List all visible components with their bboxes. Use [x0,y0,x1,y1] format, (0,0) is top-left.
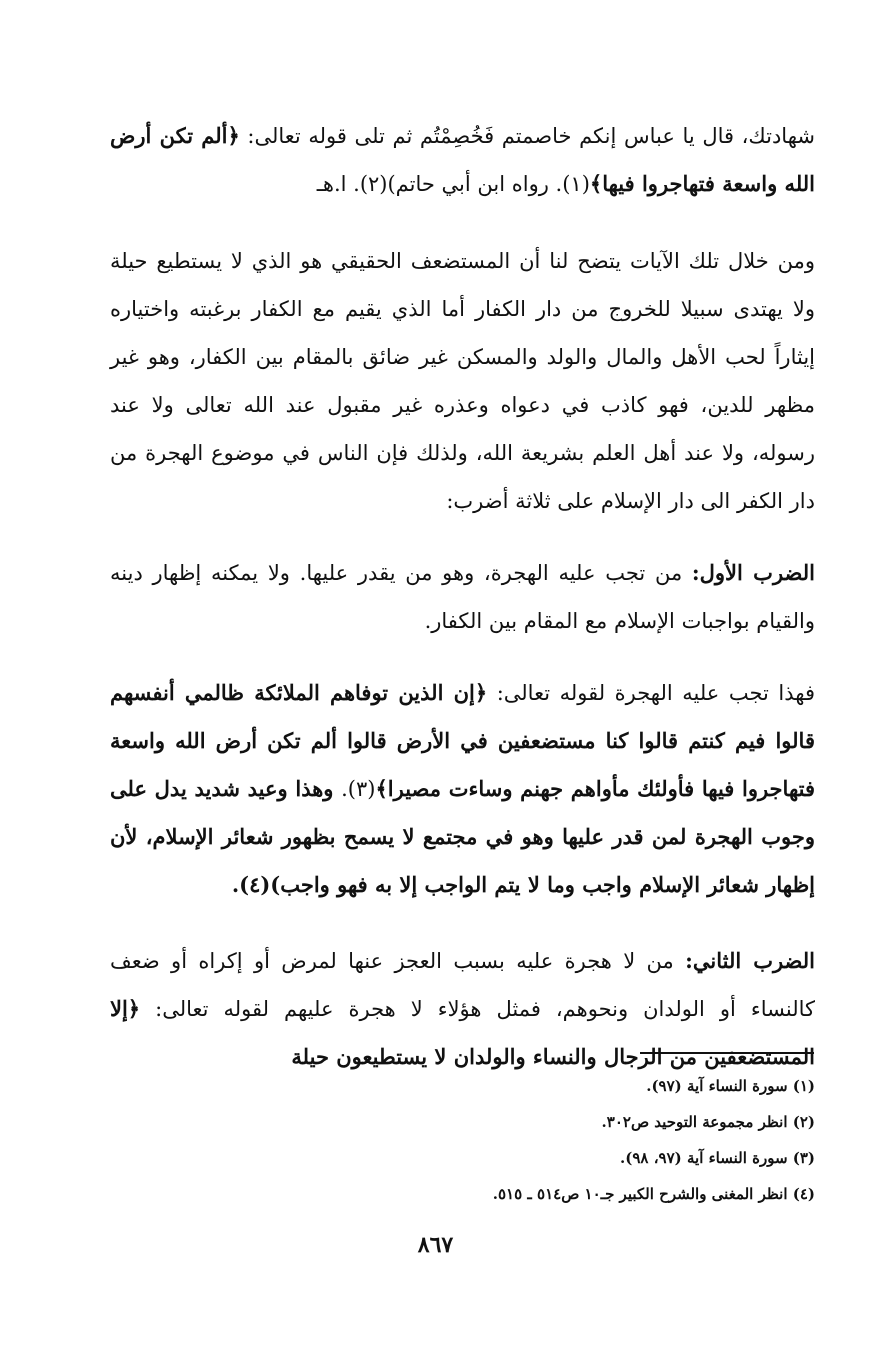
quran-quote: ﴿ألم تكن أرض الله واسعة فتهاجروا فيها﴾ [110,123,815,196]
paragraph-4 [110,669,815,909]
footnote-2: (٢) انظر مجموعة التوحيد ص٣٠٢. [601,1113,815,1131]
quran-quote: ﴿إلا المستضعفين من الرجال والنساء والولدان لا يستطيعون حيلة [110,996,815,1069]
section-heading-first-type: الضرب الأول: [691,560,815,585]
footnote-1: (١) سورة النساء آية (٩٧). [646,1077,815,1095]
section-heading-second-type: الضرب الثاني: [685,948,815,973]
page-number: ٨٦٧ [417,1232,454,1258]
text-run: من لا هجرة عليه بسبب العجز عنها لمرض أو إكراه أو ضعف كالنساء أو الولدان ونحوهم، فمثل هؤلاء لا هجرة عليهم لقوله تعالى: [110,949,815,1021]
text-run: فهذا تجب عليه الهجرة لقوله تعالى: [487,681,815,705]
text-run: ومن خلال تلك الآيات يتضح لنا أن المستضعف الحقيقي هو الذي لا يستطيع حيلة ولا يهتدى سبيلا للخروج من دار الكفار أما الذي يقيم مع الكفار برغبته واختياره إيثاراً لحب الأهل والمال والولد والمسكن غير ضائق بالمقام بين الكفار، وهو غير مظهر للدين، فهو كاذب في دعواه وعذره غير مقبول عند الله تعالى ولا عند رسوله، ولا عند أهل العلم بشريعة الله، ولذلك فإن الناس في موضوع الهجرة من دار الكفر الى دار الإسلام على ثلاثة أضرب: [110,249,815,513]
citation-text: (١). رواه ابن أبي حاتم)(٢). ا.هـ [316,172,590,196]
text-run: شهادتك، قال يا عباس إنكم خاصمتم فَخُصِمْتُم ثم تلى قوله تعالى: [239,124,815,148]
footnote-3: (٣) سورة النساء آية (٩٧، ٩٨). [620,1149,815,1167]
footnote-4: (٤) انظر المغنى والشرح الكبير جـ١٠ ص٥١٤ ـ ٥١٥. [492,1185,815,1203]
footnote-divider [640,1052,814,1054]
paragraph-2 [110,237,815,525]
quran-quote: ﴿إن الذين توفاهم الملائكة ظالمي أنفسهم قالوا فيم كنتم قالوا كنا مستضعفين في الأرض قالوا ألم تكن أرض الله واسعة فتهاجروا فيها فأولئك مأواهم جهنم وساءت مصيرا﴾ [110,680,815,801]
text-run: من تجب عليه الهجرة، وهو من يقدر عليها. ولا يمكنه إظهار دينه والقيام بواجبات الإسلام مع المقام بين الكفار. [110,561,815,633]
paragraph-1 [110,112,815,208]
body-text [110,112,815,1081]
text-run: وهذا وعيد شديد يدل على وجوب الهجرة لمن قدر عليها وهو في مجتمع لا يسمح بظهور شعائر الإسلام، لأن إظهار شعائر الإسلام واجب وما لا يتم الواجب إلا به فهو واجب)(٤). [110,776,815,897]
footnotes [330,1068,815,1212]
footnote-ref: (٣). [341,777,376,801]
paragraph-3 [110,549,815,645]
paragraph-5 [110,937,815,1081]
